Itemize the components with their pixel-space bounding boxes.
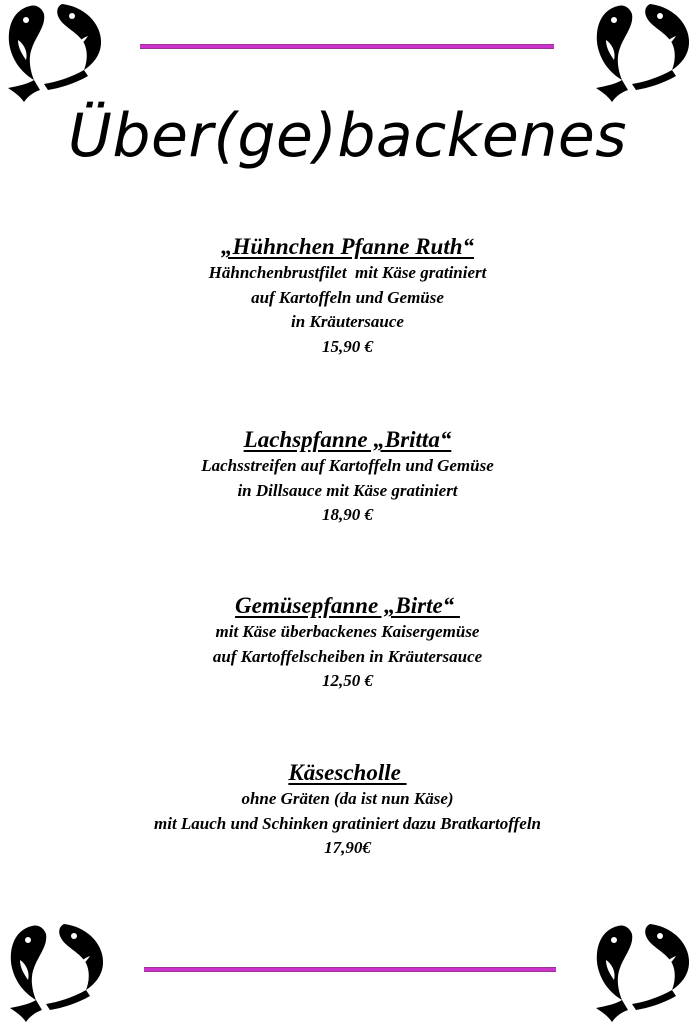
page-title: Über(ge)backenes <box>67 101 628 171</box>
dish-price: 18,90 € <box>322 505 373 524</box>
dish-description-line: mit Käse überbackenes Kaisergemüse <box>215 622 480 641</box>
menu-item <box>0 592 695 694</box>
dish-name: Käsescholle <box>288 760 407 785</box>
fish-pair-icon <box>588 920 695 1022</box>
dish-description-line: mit Lauch und Schinken gratiniert dazu Bratkartoffeln <box>154 813 541 833</box>
fish-pair-icon <box>2 920 110 1022</box>
top-divider <box>140 44 554 49</box>
menu-item <box>0 759 695 861</box>
dish-name: Lachspfanne „Britta“ <box>243 427 452 452</box>
dish-name: „Hühnchen Pfanne Ruth“ <box>220 234 475 259</box>
dish-description-line: auf Kartoffeln und Gemüse <box>251 287 444 307</box>
dish-price: 12,50 € <box>322 671 373 690</box>
fish-pair-icon <box>0 0 108 102</box>
dish-description-line: auf Kartoffelscheiben in Kräutersauce <box>212 646 483 666</box>
fish-pair-graphic <box>2 920 110 1022</box>
fish-pair-graphic <box>0 0 108 102</box>
fish-pair-graphic <box>588 0 695 102</box>
dish-description-line: ohne Gräten (da ist nun Käse) <box>241 789 454 808</box>
dish-name: Gemüsepfanne „Birte“ <box>235 593 460 618</box>
dish-description-line: in Kräutersauce <box>291 312 404 331</box>
menu-item <box>0 426 695 528</box>
dish-price: 15,90 € <box>322 336 373 356</box>
dish-description-line: Hähnchenbrustfilet mit Käse gratiniert <box>208 263 487 282</box>
fish-pair-icon <box>588 0 695 102</box>
menu-item <box>0 233 695 359</box>
dish-description-line: Lachsstreifen auf Kartoffeln und Gemüse <box>201 456 494 475</box>
dish-description-line: in Dillsauce mit Käse gratiniert <box>237 480 458 500</box>
bottom-divider <box>144 967 556 972</box>
dish-price: 17,90€ <box>324 838 371 857</box>
fish-pair-graphic <box>588 920 695 1022</box>
